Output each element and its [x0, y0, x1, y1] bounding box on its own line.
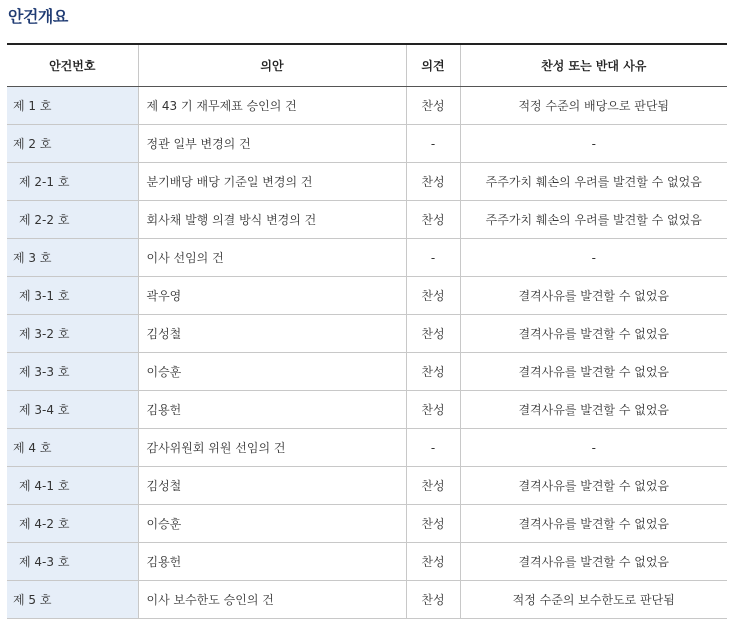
agenda-title-cell: 김성철: [138, 467, 406, 505]
reason-cell: 결격사유를 발견할 수 없었음: [460, 543, 727, 581]
reason-cell: 결격사유를 발견할 수 없었음: [460, 315, 727, 353]
table-row: [7, 163, 727, 201]
agenda-number-cell: 제 4-1 호: [7, 467, 138, 505]
agenda-title-cell: 이승훈: [138, 353, 406, 391]
header-agenda-number: 안건번호: [7, 44, 138, 87]
agenda-title-cell: 이승훈: [138, 505, 406, 543]
opinion-cell: 찬성: [406, 581, 460, 619]
table-row: [7, 315, 727, 353]
agenda-title-cell: 김용헌: [138, 391, 406, 429]
agenda-title-cell: 곽우영: [138, 277, 406, 315]
reason-cell: 주주가치 훼손의 우려를 발견할 수 없었음: [460, 201, 727, 239]
opinion-cell: 찬성: [406, 87, 460, 125]
opinion-cell: 찬성: [406, 353, 460, 391]
agenda-number-cell: 제 2-2 호: [7, 201, 138, 239]
reason-cell: -: [460, 239, 727, 277]
agenda-number-cell: 제 5 호: [7, 581, 138, 619]
header-agenda-title: 의안: [138, 44, 406, 87]
agenda-number-cell: 제 3-4 호: [7, 391, 138, 429]
opinion-cell: 찬성: [406, 163, 460, 201]
reason-cell: 결격사유를 발견할 수 없었음: [460, 467, 727, 505]
table-row: [7, 87, 727, 125]
table-row: [7, 581, 727, 619]
reason-cell: 결격사유를 발견할 수 없었음: [460, 353, 727, 391]
reason-cell: 적정 수준의 보수한도로 판단됨: [460, 581, 727, 619]
opinion-cell: 찬성: [406, 201, 460, 239]
opinion-cell: 찬성: [406, 391, 460, 429]
header-reason: 찬성 또는 반대 사유: [460, 44, 727, 87]
agenda-number-cell: 제 3-1 호: [7, 277, 138, 315]
table-row: [7, 429, 727, 467]
reason-cell: -: [460, 429, 727, 467]
agenda-title-cell: 분기배당 배당 기준일 변경의 건: [138, 163, 406, 201]
agenda-number-cell: 제 3 호: [7, 239, 138, 277]
table-row: [7, 201, 727, 239]
agenda-title-cell: 이사 선임의 건: [138, 239, 406, 277]
reason-cell: 결격사유를 발견할 수 없었음: [460, 505, 727, 543]
table-header-row: [7, 44, 727, 87]
opinion-cell: 찬성: [406, 467, 460, 505]
header-opinion: 의견: [406, 44, 460, 87]
table-row: [7, 125, 727, 163]
agenda-number-cell: 제 3-2 호: [7, 315, 138, 353]
reason-cell: 결격사유를 발견할 수 없었음: [460, 277, 727, 315]
reason-cell: 적정 수준의 배당으로 판단됨: [460, 87, 727, 125]
opinion-cell: -: [406, 125, 460, 163]
agenda-title-cell: 김성철: [138, 315, 406, 353]
agenda-title-cell: 회사채 발행 의결 방식 변경의 건: [138, 201, 406, 239]
agenda-number-cell: 제 2-1 호: [7, 163, 138, 201]
table-row: [7, 391, 727, 429]
opinion-cell: 찬성: [406, 315, 460, 353]
agenda-number-cell: 제 1 호: [7, 87, 138, 125]
agenda-title-cell: 정관 일부 변경의 건: [138, 125, 406, 163]
opinion-cell: 찬성: [406, 277, 460, 315]
agenda-number-cell: 제 4 호: [7, 429, 138, 467]
opinion-cell: -: [406, 239, 460, 277]
table-row: [7, 239, 727, 277]
agenda-number-cell: 제 4-2 호: [7, 505, 138, 543]
agenda-number-cell: 제 3-3 호: [7, 353, 138, 391]
agenda-number-cell: 제 2 호: [7, 125, 138, 163]
reason-cell: -: [460, 125, 727, 163]
agenda-title-cell: 김용헌: [138, 543, 406, 581]
agenda-title-cell: 제 43 기 재무제표 승인의 건: [138, 87, 406, 125]
opinion-cell: -: [406, 429, 460, 467]
agenda-table: [7, 43, 727, 619]
reason-cell: 주주가치 훼손의 우려를 발견할 수 없었음: [460, 163, 727, 201]
opinion-cell: 찬성: [406, 543, 460, 581]
table-row: [7, 505, 727, 543]
table-row: [7, 467, 727, 505]
table-row: [7, 353, 727, 391]
page-title: 안건개요: [8, 7, 68, 26]
reason-cell: 결격사유를 발견할 수 없었음: [460, 391, 727, 429]
agenda-number-cell: 제 4-3 호: [7, 543, 138, 581]
table-row: [7, 277, 727, 315]
agenda-title-cell: 감사위원회 위원 선임의 건: [138, 429, 406, 467]
table-row: [7, 543, 727, 581]
agenda-title-cell: 이사 보수한도 승인의 건: [138, 581, 406, 619]
opinion-cell: 찬성: [406, 505, 460, 543]
